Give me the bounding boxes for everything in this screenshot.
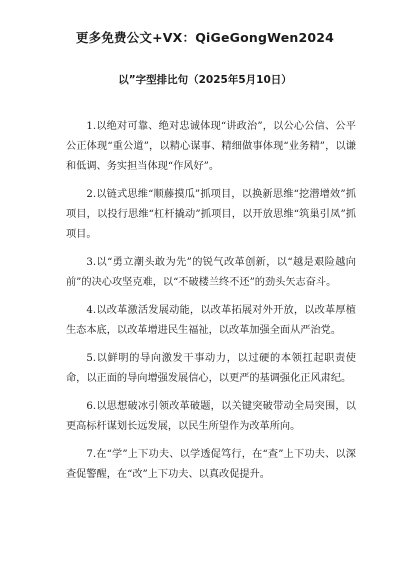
document-title: 以”字型排比句（2025年5月10日） [118,74,292,86]
paragraph-5: 5.以鲜明的导向激发干事动力，以过硬的本领扛起职责使命，以正面的导向增强发展信心，以更严的基调强化正风肃纪。 [66,353,356,384]
paragraph-7: 7.在“学”上下功夫、以学透促笃行，在“查”上下功夫、以深查促警醒，在“改”上下功夫、以真改促提升。 [66,449,356,480]
paragraph-6: 6.以思想破冰引领改革破题，以关键突破带动全局突围，以更高标杆谋划长远发展，以民生所望作为改革所向。 [66,401,356,432]
paragraph-1: 1.以绝对可靠、绝对忠诚体现“讲政治”，以公心公信、公平公正体现“重公道”，以精心谋事、精细做事体现“业务精”，以谦和低调、务实担当体现“作风好”。 [66,121,356,172]
promo-header: 更多免费公文+VX：QiGeGongWen2024 [75,30,335,45]
paragraph-4: 4.以改革激活发展动能，以改革拓展对外开放，以改革厚植生态本底，以改革增进民生福祉，以改革加强全面从严治党。 [66,305,356,336]
paragraph-2: 2.以链式思维“顺藤摸瓜”抓项目，以换新思维“挖潜增效”抓项目，以投行思维“杠杆撬动”抓项目，以开放思维“筑巢引凤”抓项目。 [66,189,356,240]
paragraph-3: 3.以“勇立潮头敢为先”的锐气改革创新，以“越是艰险越向前”的决心攻坚克难，以“不破楼兰终不还”的劲头矢志奋斗。 [66,257,356,288]
document-body [66,117,356,493]
